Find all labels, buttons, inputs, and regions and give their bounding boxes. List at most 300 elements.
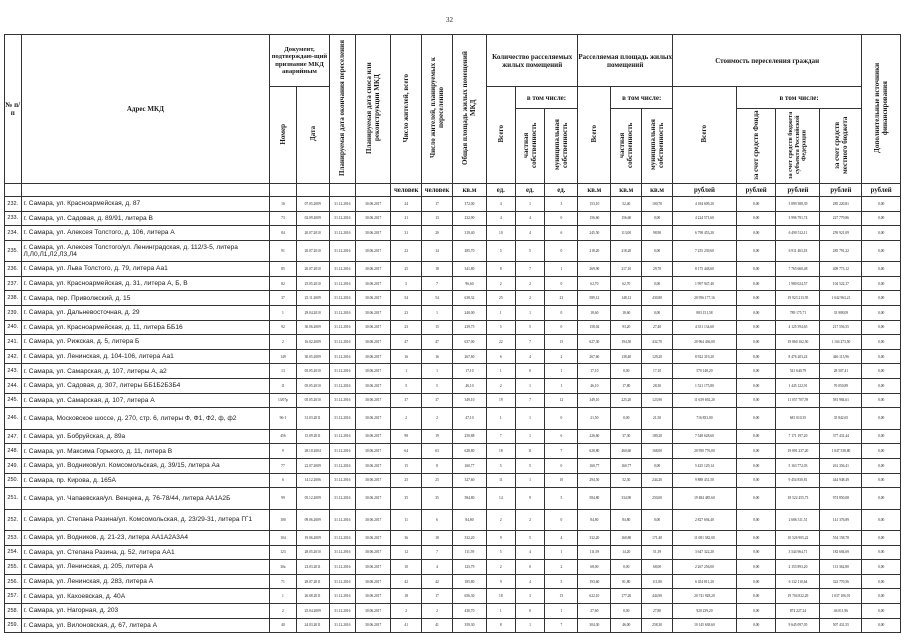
cell-at: 622,10 — [578, 589, 611, 604]
cell-end: 31.12.2016 — [329, 262, 355, 277]
table-row — [5, 291, 901, 306]
header-residents: Число жителей, всего — [391, 35, 422, 184]
table-row — [5, 211, 901, 226]
cell-rp: 1 — [515, 473, 545, 488]
cell-date: 07.05.2009 — [296, 197, 329, 212]
unit-label: рублей — [673, 184, 737, 197]
cell-res: 21 — [391, 211, 422, 226]
cell-n: 256. — [5, 574, 22, 589]
cell-doc: 1 — [270, 306, 296, 321]
cell-addr: г. Самара, пер. Приволжский, д. 15 — [21, 291, 270, 306]
cell-ct: 4 184 609,20 — [673, 197, 737, 212]
cell-ct: 920 239,20 — [673, 604, 737, 619]
cell-rm: 1 — [545, 379, 578, 394]
cell-rp: 4 — [515, 211, 545, 226]
cell-cl: 113 362,80 — [820, 560, 862, 575]
cell-n: 258. — [5, 604, 22, 619]
cell-end: 31.12.2016 — [329, 211, 355, 226]
cell-at: 158,02 — [578, 320, 611, 335]
cell-end: 31.12.2016 — [329, 349, 355, 364]
cell-area: 240,00 — [452, 306, 486, 321]
cell-rt: 10 — [487, 226, 516, 241]
cell-am: 258,30 — [642, 618, 673, 633]
header-cost-incl: в том числе: — [736, 87, 861, 109]
cell-end: 31.12.2016 — [329, 240, 355, 262]
cell-ca: 0,00 — [862, 488, 901, 510]
cell-cf: 0,00 — [736, 291, 776, 306]
header-area-group: Расселяемая площадь жилых помещений — [578, 35, 673, 87]
cell-plan: 7 — [422, 545, 453, 560]
cell-end: 31.12.2016 — [329, 197, 355, 212]
cell-cr: 7 765 660,48 — [776, 262, 820, 277]
cell-rp: 0 — [515, 560, 545, 575]
header-rooms-private: частная собственность — [515, 109, 545, 184]
cell-ap: 160,77 — [611, 458, 642, 473]
cell-doc: 91 — [270, 240, 296, 262]
cell-rt: 4 — [487, 211, 516, 226]
page-number: 32 — [446, 16, 453, 24]
cell-doc: 149 — [270, 349, 296, 364]
cell-cr: 3 544 964,71 — [776, 545, 820, 560]
unit-label: ед. — [515, 184, 545, 197]
header-cost-local: за счет средств местного бюджета — [820, 109, 862, 184]
cell-dem: 30.06.2017 — [356, 618, 391, 633]
cell-end: 31.12.2016 — [329, 604, 355, 619]
cell-cr: 10 526 905,22 — [776, 531, 820, 546]
cell-dem: 30.06.2017 — [356, 197, 391, 212]
cell-ca: 0,00 — [862, 226, 901, 241]
cell-am: 27,40 — [642, 320, 673, 335]
cell-ap: 62,70 — [611, 276, 642, 291]
cell-doc: 30а — [270, 560, 296, 575]
cell-ct: 8 175 448,60 — [673, 262, 737, 277]
cell-ca: 0,00 — [862, 531, 901, 546]
table-row — [5, 545, 901, 560]
cell-rp: 1 — [515, 306, 545, 321]
cell-ap: 194,50 — [611, 335, 642, 350]
cell-ct: 4 351 134,60 — [673, 320, 737, 335]
cell-rm: 7 — [545, 618, 578, 633]
cell-area: 349,10 — [452, 393, 486, 408]
cell-rp: 5 — [515, 320, 545, 335]
table-row — [5, 589, 901, 604]
cell-cf: 0,00 — [736, 574, 776, 589]
cell-ap: 0,00 — [611, 408, 642, 430]
cell-res: 31 — [391, 226, 422, 241]
cell-plan: 4 — [422, 560, 453, 575]
cell-addr: г. Самара, ул. Водников/ул. Комсомольская, д. 39/15, литера Аа — [21, 458, 270, 473]
cell-ct: 2 267 256,00 — [673, 560, 737, 575]
cell-rp: 3 — [515, 589, 545, 604]
cell-plan: 15 — [422, 320, 453, 335]
cell-res: 25 — [391, 262, 422, 277]
cell-cl: 35 842,65 — [820, 408, 862, 430]
cell-dem: 30.06.2017 — [356, 240, 391, 262]
cell-cl: 141 376,89 — [820, 509, 862, 531]
cell-cf: 0,00 — [736, 545, 776, 560]
cell-doc: 85 — [270, 262, 296, 277]
cell-cl: 1 042 963,21 — [820, 291, 862, 306]
cell-doc: 92 — [270, 320, 296, 335]
cell-dem: 30.06.2017 — [356, 574, 391, 589]
cell-cr: 1 980 024,57 — [776, 276, 820, 291]
cell-cf: 0,00 — [736, 197, 776, 212]
cell-rp: 4 — [515, 574, 545, 589]
cell-n: 249. — [5, 458, 22, 473]
cell-ct: 9 888 431,50 — [673, 473, 737, 488]
cell-date: 28.07.2011 — [296, 574, 329, 589]
cell-ct: 1 997 947,40 — [673, 276, 737, 291]
cell-rm: 0 — [545, 211, 578, 226]
cell-ct: 716 853,00 — [673, 408, 737, 430]
cell-addr: г. Самара, ул. Алексея Толстого, д. 106, литера А — [21, 226, 270, 241]
cell-ct: 6 798 453,20 — [673, 226, 737, 241]
cell-cl: 182 604,69 — [820, 545, 862, 560]
cell-rt: 2 — [487, 509, 516, 531]
cell-am: 29,70 — [642, 262, 673, 277]
cell-am: 17,10 — [642, 364, 673, 379]
cell-doc: 6 — [270, 473, 296, 488]
cell-addr: г. Самара, ул. Красноармейская, д. 11, литера ББ16 — [21, 320, 270, 335]
cell-rp: 7 — [515, 262, 545, 277]
cell-at: 589,12 — [578, 291, 611, 306]
cell-area: 232,90 — [452, 211, 486, 226]
cell-dem: 30.06.2017 — [356, 589, 391, 604]
table-row — [5, 473, 901, 488]
cell-ct: 7 548 628,60 — [673, 429, 737, 444]
cell-res: 24 — [391, 197, 422, 212]
cell-ct: 3 647 322,20 — [673, 545, 737, 560]
cell-rt: 5 — [487, 240, 516, 262]
cell-date: 28.05.2010 — [296, 545, 329, 560]
cell-n: 252. — [5, 509, 22, 531]
cell-plan: 19 — [422, 429, 453, 444]
cell-ca: 0,00 — [862, 320, 901, 335]
resettlement-table — [4, 34, 901, 633]
cell-at: 153,10 — [578, 197, 611, 212]
cell-rt: 11 — [487, 473, 516, 488]
cell-end: 31.12.2016 — [329, 364, 355, 379]
cell-plan: 2 — [422, 604, 453, 619]
cell-date: 02.09.2009 — [296, 211, 329, 226]
cell-am: 444,90 — [642, 589, 673, 604]
cell-ap: 46,00 — [611, 618, 642, 633]
cell-plan: 63 — [422, 444, 453, 459]
cell-rt: 9 — [487, 574, 516, 589]
cell-am: 171,40 — [642, 531, 673, 546]
cell-res: 23 — [391, 306, 422, 321]
unit-label: человек — [391, 184, 422, 197]
cell-ap: 0,00 — [611, 364, 642, 379]
cell-area: 332,20 — [452, 531, 486, 546]
cell-n: 254. — [5, 545, 22, 560]
cell-at: 267,60 — [578, 349, 611, 364]
cell-cf: 0,00 — [736, 276, 776, 291]
cell-ap: 0,00 — [611, 604, 642, 619]
header-area-total: Всего — [578, 87, 611, 184]
cell-rm: 1 — [545, 545, 578, 560]
cell-plan: 1 — [422, 306, 453, 321]
unit-label: рублей — [820, 184, 862, 197]
cell-plan: 25 — [422, 473, 453, 488]
cell-cl: 1 047 538,80 — [820, 444, 862, 459]
cell-addr: г. Самара, ул. Рижская, д. 5, литера Б — [21, 335, 270, 350]
cell-rm: 2 — [545, 349, 578, 364]
cell-dem: 30.06.2017 — [356, 349, 391, 364]
cell-rm: 0 — [545, 276, 578, 291]
cell-cl: 227 779,86 — [820, 211, 862, 226]
cell-plan: 20 — [422, 226, 453, 241]
cell-rt: 25 — [487, 291, 516, 306]
table-row — [5, 320, 901, 335]
cell-rt: 22 — [487, 335, 516, 350]
cell-date: 22.07.2009 — [296, 458, 329, 473]
cell-cl: 1 104 273,50 — [820, 335, 862, 350]
cell-cr: 8 476 203,24 — [776, 349, 820, 364]
table-row — [5, 531, 901, 546]
cell-date: 23.03.2011 — [296, 560, 329, 575]
cell-addr: г. Самара, ул. Максима Горького, д. 11, литера В — [21, 444, 270, 459]
cell-ca: 0,00 — [862, 240, 901, 262]
cell-ca: 0,00 — [862, 444, 901, 459]
cell-plan: 7 — [422, 276, 453, 291]
cell-plan: 17 — [422, 197, 453, 212]
cell-date: 19.06.2009 — [296, 531, 329, 546]
cell-end: 31.12.2016 — [329, 335, 355, 350]
cell-n: 247. — [5, 429, 22, 444]
cell-plan: 41 — [422, 618, 453, 633]
cell-end: 31.12.2016 — [329, 320, 355, 335]
cell-cf: 0,00 — [736, 262, 776, 277]
cell-doc: 99 — [270, 488, 296, 510]
cell-cr: 19 860 162,50 — [776, 335, 820, 350]
cell-ca: 0,00 — [862, 364, 901, 379]
cell-cl: 554 158,78 — [820, 531, 862, 546]
cell-ca: 0,00 — [862, 408, 901, 430]
cell-cr: 19 704 822,29 — [776, 589, 820, 604]
cell-res: 10 — [391, 560, 422, 575]
cell-am: 0,00 — [642, 240, 673, 262]
cell-ap: 93,20 — [611, 320, 642, 335]
cell-ct: 8 922 319,20 — [673, 349, 737, 364]
cell-cl: 446 115,96 — [820, 349, 862, 364]
cell-ct: 20 741 928,20 — [673, 589, 737, 604]
cell-date: 05.12.2009 — [296, 488, 329, 510]
cell-ca: 0,00 — [862, 306, 901, 321]
cell-dem: 30.06.2017 — [356, 379, 391, 394]
cell-area: 319,40 — [452, 226, 486, 241]
cell-addr: г. Самара, ул. Дальневосточная, д. 29 — [21, 306, 270, 321]
cell-res: 2 — [391, 408, 422, 430]
cell-plan: 1 — [422, 364, 453, 379]
cell-rm: 4 — [545, 531, 578, 546]
cell-plan: 54 — [422, 291, 453, 306]
cell-cr: 9 645 097,05 — [776, 618, 820, 633]
cell-doc: 13/07р — [270, 393, 296, 408]
unit-label: кв.м — [642, 184, 673, 197]
table-row — [5, 444, 901, 459]
cell-area: 628,80 — [452, 444, 486, 459]
cell-plan: 18 — [422, 262, 453, 277]
cell-ap: 84,80 — [611, 509, 642, 531]
cell-area: 341,80 — [452, 262, 486, 277]
table-row — [5, 226, 901, 241]
table-row — [5, 574, 901, 589]
cell-ct: 4 224 571,60 — [673, 211, 737, 226]
cell-ca: 0,00 — [862, 379, 901, 394]
cell-cf: 0,00 — [736, 320, 776, 335]
cell-ct: 20 956 177,16 — [673, 291, 737, 306]
cell-at: 269,90 — [578, 262, 611, 277]
cell-am: 0,00 — [642, 276, 673, 291]
cell-res: 11 — [391, 509, 422, 531]
cell-area: 96,60 — [452, 276, 486, 291]
cell-cf: 0,00 — [736, 560, 776, 575]
unit-label: рублей — [862, 184, 901, 197]
cell-res: 37 — [391, 393, 422, 408]
cell-date: 14.12.2006 — [296, 473, 329, 488]
cell-ca: 0,00 — [862, 473, 901, 488]
cell-n: 232. — [5, 197, 22, 212]
cell-doc: 71 — [270, 574, 296, 589]
cell-res: 5 — [391, 379, 422, 394]
cell-cr: 6 911 463,18 — [776, 240, 820, 262]
cell-addr: г. Самара, ул. Льва Толстого, д. 79, литера Аа1 — [21, 262, 270, 277]
cell-ca: 0,00 — [862, 509, 901, 531]
table-row — [5, 335, 901, 350]
table-body — [5, 197, 901, 633]
cell-plan: 13 — [422, 211, 453, 226]
header-rooms-total: Всего — [487, 87, 516, 184]
cell-ct: 2 827 694,40 — [673, 509, 737, 531]
cell-res: 16 — [391, 349, 422, 364]
cell-am: 0,00 — [642, 509, 673, 531]
cell-date: 20.07.2010 — [296, 262, 329, 277]
cell-cr: 789 175,71 — [776, 306, 820, 321]
cell-ap: 52,30 — [611, 473, 642, 488]
cell-rp: 9 — [515, 488, 545, 510]
cell-res: 25 — [391, 473, 422, 488]
header-area-incl: в том числе: — [611, 87, 673, 109]
cell-dem: 30.06.2017 — [356, 393, 391, 408]
cell-rt: 8 — [487, 262, 516, 277]
cell-area: 285,70 — [452, 240, 486, 262]
cell-date: 09.06.2009 — [296, 509, 329, 531]
cell-dem: 30.06.2017 — [356, 211, 391, 226]
cell-plan: 8 — [422, 458, 453, 473]
cell-at: 332,20 — [578, 531, 611, 546]
cell-end: 31.12.2016 — [329, 444, 355, 459]
cell-cl: 322 770,56 — [820, 574, 862, 589]
cell-rp: 1 — [515, 197, 545, 212]
cell-doc: 9 — [270, 444, 296, 459]
cell-date: 28.10.2004 — [296, 444, 329, 459]
cell-ct: 6 454 811,20 — [673, 574, 737, 589]
cell-end: 31.12.2016 — [329, 488, 355, 510]
cell-cf: 0,00 — [736, 458, 776, 473]
cell-rm: 0 — [545, 306, 578, 321]
cell-res: 18 — [391, 589, 422, 604]
table-row — [5, 458, 901, 473]
cell-cl: 444 948,49 — [820, 473, 862, 488]
cell-dem: 30.06.2017 — [356, 306, 391, 321]
cell-cr: 19 891 237,20 — [776, 444, 820, 459]
cell-area: 327,60 — [452, 473, 486, 488]
header-cost-group: Стоимость переселения граждан — [673, 35, 862, 87]
cell-at: 628,80 — [578, 444, 611, 459]
cell-end: 31.12.2016 — [329, 408, 355, 430]
cell-dem: 30.06.2017 — [356, 335, 391, 350]
table-row — [5, 379, 901, 394]
cell-rm: 23 — [545, 291, 578, 306]
cell-end: 31.12.2016 — [329, 429, 355, 444]
cell-res: 35 — [391, 488, 422, 510]
cell-rm: 0 — [545, 408, 578, 430]
cell-res: 22 — [391, 240, 422, 262]
cell-cl: 409 773,12 — [820, 262, 862, 277]
cell-cl: 104 522,17 — [820, 276, 862, 291]
cell-rt: 4 — [487, 197, 516, 212]
cell-cf: 0,00 — [736, 604, 776, 619]
cell-cf: 0,00 — [736, 618, 776, 633]
cell-n: 259. — [5, 618, 22, 633]
cell-rp: 1 — [515, 618, 545, 633]
cell-n: 244. — [5, 379, 22, 394]
cell-dem: 30.06.2017 — [356, 604, 391, 619]
cell-cr: 2 153 893,20 — [776, 560, 820, 575]
table-row — [5, 262, 901, 277]
cell-addr: г. Самара, ул. Водников, д. 21-23, литера АА1А2А3А4 — [21, 531, 270, 546]
cell-dem: 30.06.2017 — [356, 429, 391, 444]
cell-cr: 4 125 594,65 — [776, 320, 820, 335]
cell-dem: 30.06.2017 — [356, 262, 391, 277]
cell-cf: 0,00 — [736, 226, 776, 241]
header-num: № п/п — [5, 35, 22, 184]
cell-addr: г. Самара, Московское шоссе, д. 270, стр. 6, литеры Ф, Ф1, Ф2, ф, ф2 — [21, 408, 270, 430]
cell-doc: 2 — [270, 604, 296, 619]
cell-date: 25.04.2009 — [296, 604, 329, 619]
cell-cl: 581 984,61 — [820, 393, 862, 408]
table-row — [5, 240, 901, 262]
cell-area: 17,10 — [452, 364, 486, 379]
cell-n: 239. — [5, 306, 22, 321]
cell-n: 233. — [5, 211, 22, 226]
cell-end: 31.12.2016 — [329, 291, 355, 306]
cell-doc: 84 — [270, 226, 296, 241]
cell-addr: г. Самара, ул. Садовая, д. 89/91, литера В — [21, 211, 270, 226]
cell-ca: 0,00 — [862, 429, 901, 444]
cell-dem: 30.06.2017 — [356, 276, 391, 291]
cell-end: 31.12.2016 — [329, 379, 355, 394]
cell-rp: 0 — [515, 364, 545, 379]
cell-cr: 5 163 772,03 — [776, 458, 820, 473]
cell-end: 31.12.2016 — [329, 560, 355, 575]
cell-doc: 11 — [270, 379, 296, 394]
unit-label: кв.м — [611, 184, 642, 197]
cell-addr: г. Самара, ул. Чапаевская/ул. Венцека, д. 76-78/44, литера АА1А2Б — [21, 488, 270, 510]
cell-am: 250,00 — [642, 488, 673, 510]
unit-label: кв.м — [578, 184, 611, 197]
cell-cf: 0,00 — [736, 379, 776, 394]
cell-am: 0,00 — [642, 211, 673, 226]
cell-area: 267,60 — [452, 349, 486, 364]
cell-res: 98 — [391, 429, 422, 444]
cell-plan: 16 — [422, 349, 453, 364]
header-doc-number: Номер — [270, 87, 296, 184]
cell-n: 241. — [5, 335, 22, 350]
cell-rt: 1 — [487, 364, 516, 379]
cell-ap: 334,90 — [611, 488, 642, 510]
